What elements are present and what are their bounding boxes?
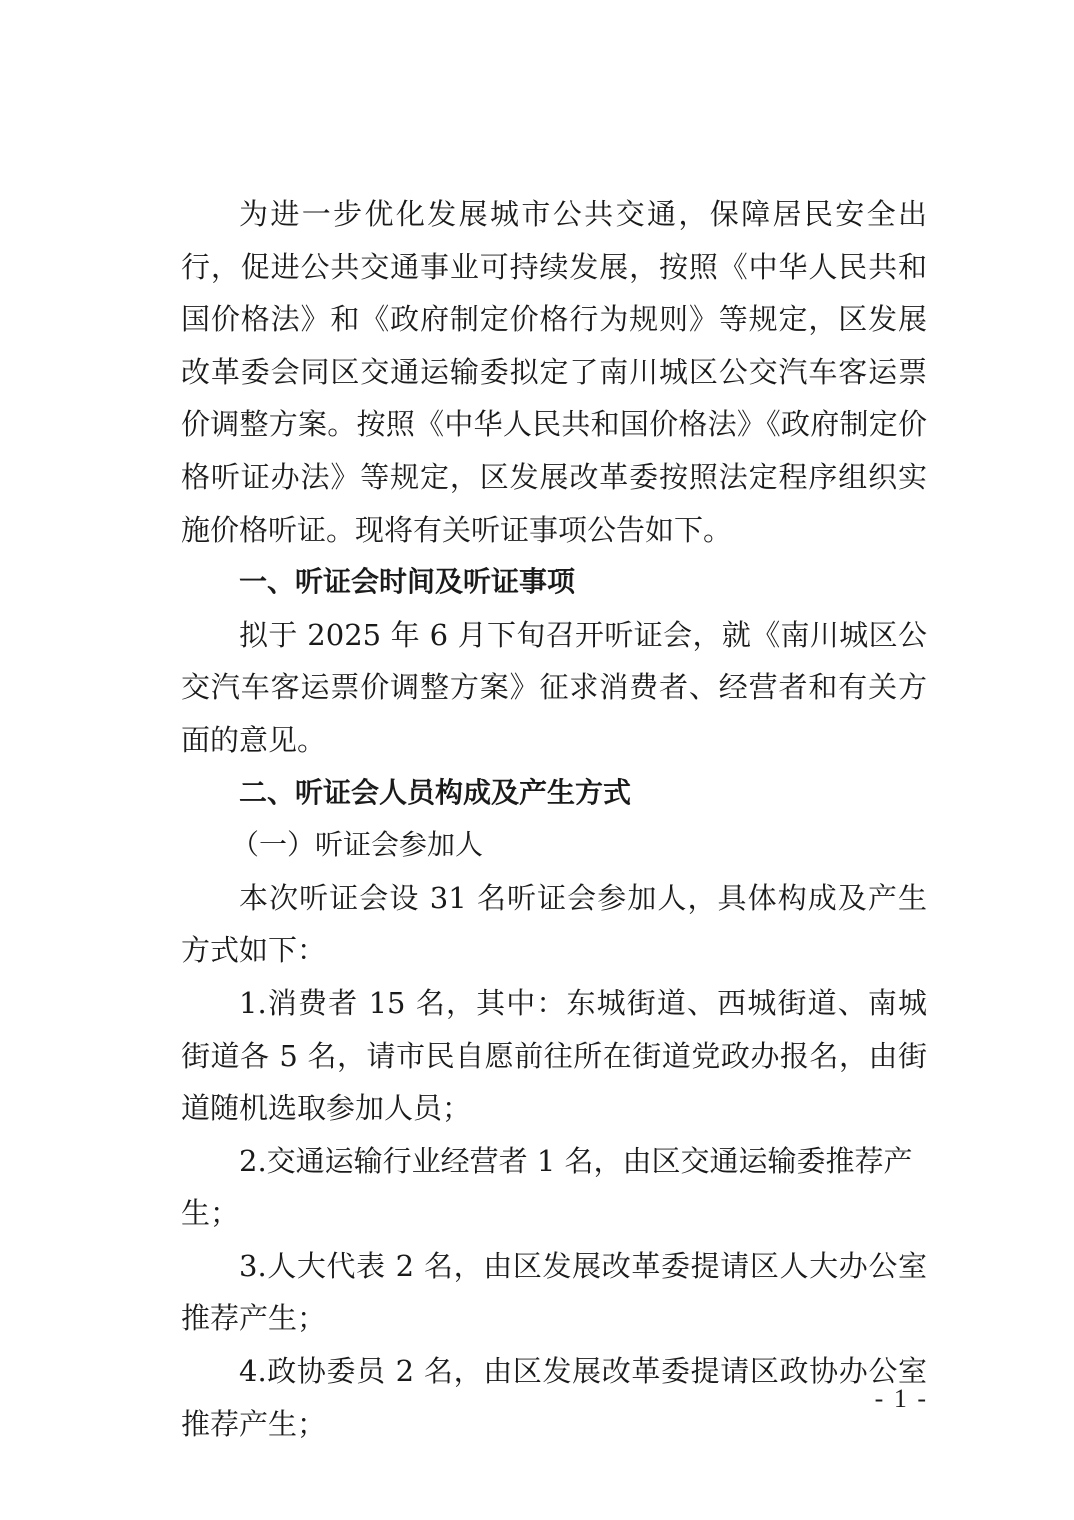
hearing-time-paragraph: 拟于 2025 年 6 月下旬召开听证会，就《南川城区公交汽车客运票价调整方案》征求消费者、经营者和有关方面的意见。 <box>181 617 927 757</box>
list-item-cppcc-members: 4.政协委员 2 名，由区发展改革委提请区政协办公室推荐产生； <box>181 1354 927 1441</box>
intro-paragraph: 为进一步优化发展城市公共交通，保障居民安全出行，促进公共交通事业可持续发展，按照《中华人民共和国价格法》和《政府制定价格行为规则》等规定，区发展改革委会同区交通运输委拟定了南川城区公交汽车客运票价调整方案。按照《中华人民共和国价格法》《政府制定价格听证办法》等规定，区发展改革委按照法定程序组织实施价格听证。现将有关听证事项公告如下。 <box>181 197 927 547</box>
section-heading-1: 一、听证会时间及听证事项 <box>239 565 576 599</box>
subsection-heading-participants: （一）听证会参加人 <box>231 828 484 862</box>
document-body <box>181 188 927 1450</box>
list-item-consumers: 1.消费者 15 名，其中：东城街道、西城街道、南城街道各 5 名，请市民自愿前往所在街道党政办报名，由街道随机选取参加人员； <box>181 985 927 1126</box>
list-item-npc-deputies: 3.人大代表 2 名，由区发展改革委提请区人大办公室推荐产生； <box>181 1248 927 1336</box>
page-number: - 1 - <box>874 1384 928 1413</box>
participants-intro-paragraph: 本次听证会设 31 名听证会参加人，具体构成及产生方式如下： <box>181 880 927 968</box>
list-item-operators: 2.交通运输行业经营者 1 名，由区交通运输委推荐产生； <box>181 1143 913 1231</box>
section-heading-2: 二、听证会人员构成及产生方式 <box>239 775 632 809</box>
